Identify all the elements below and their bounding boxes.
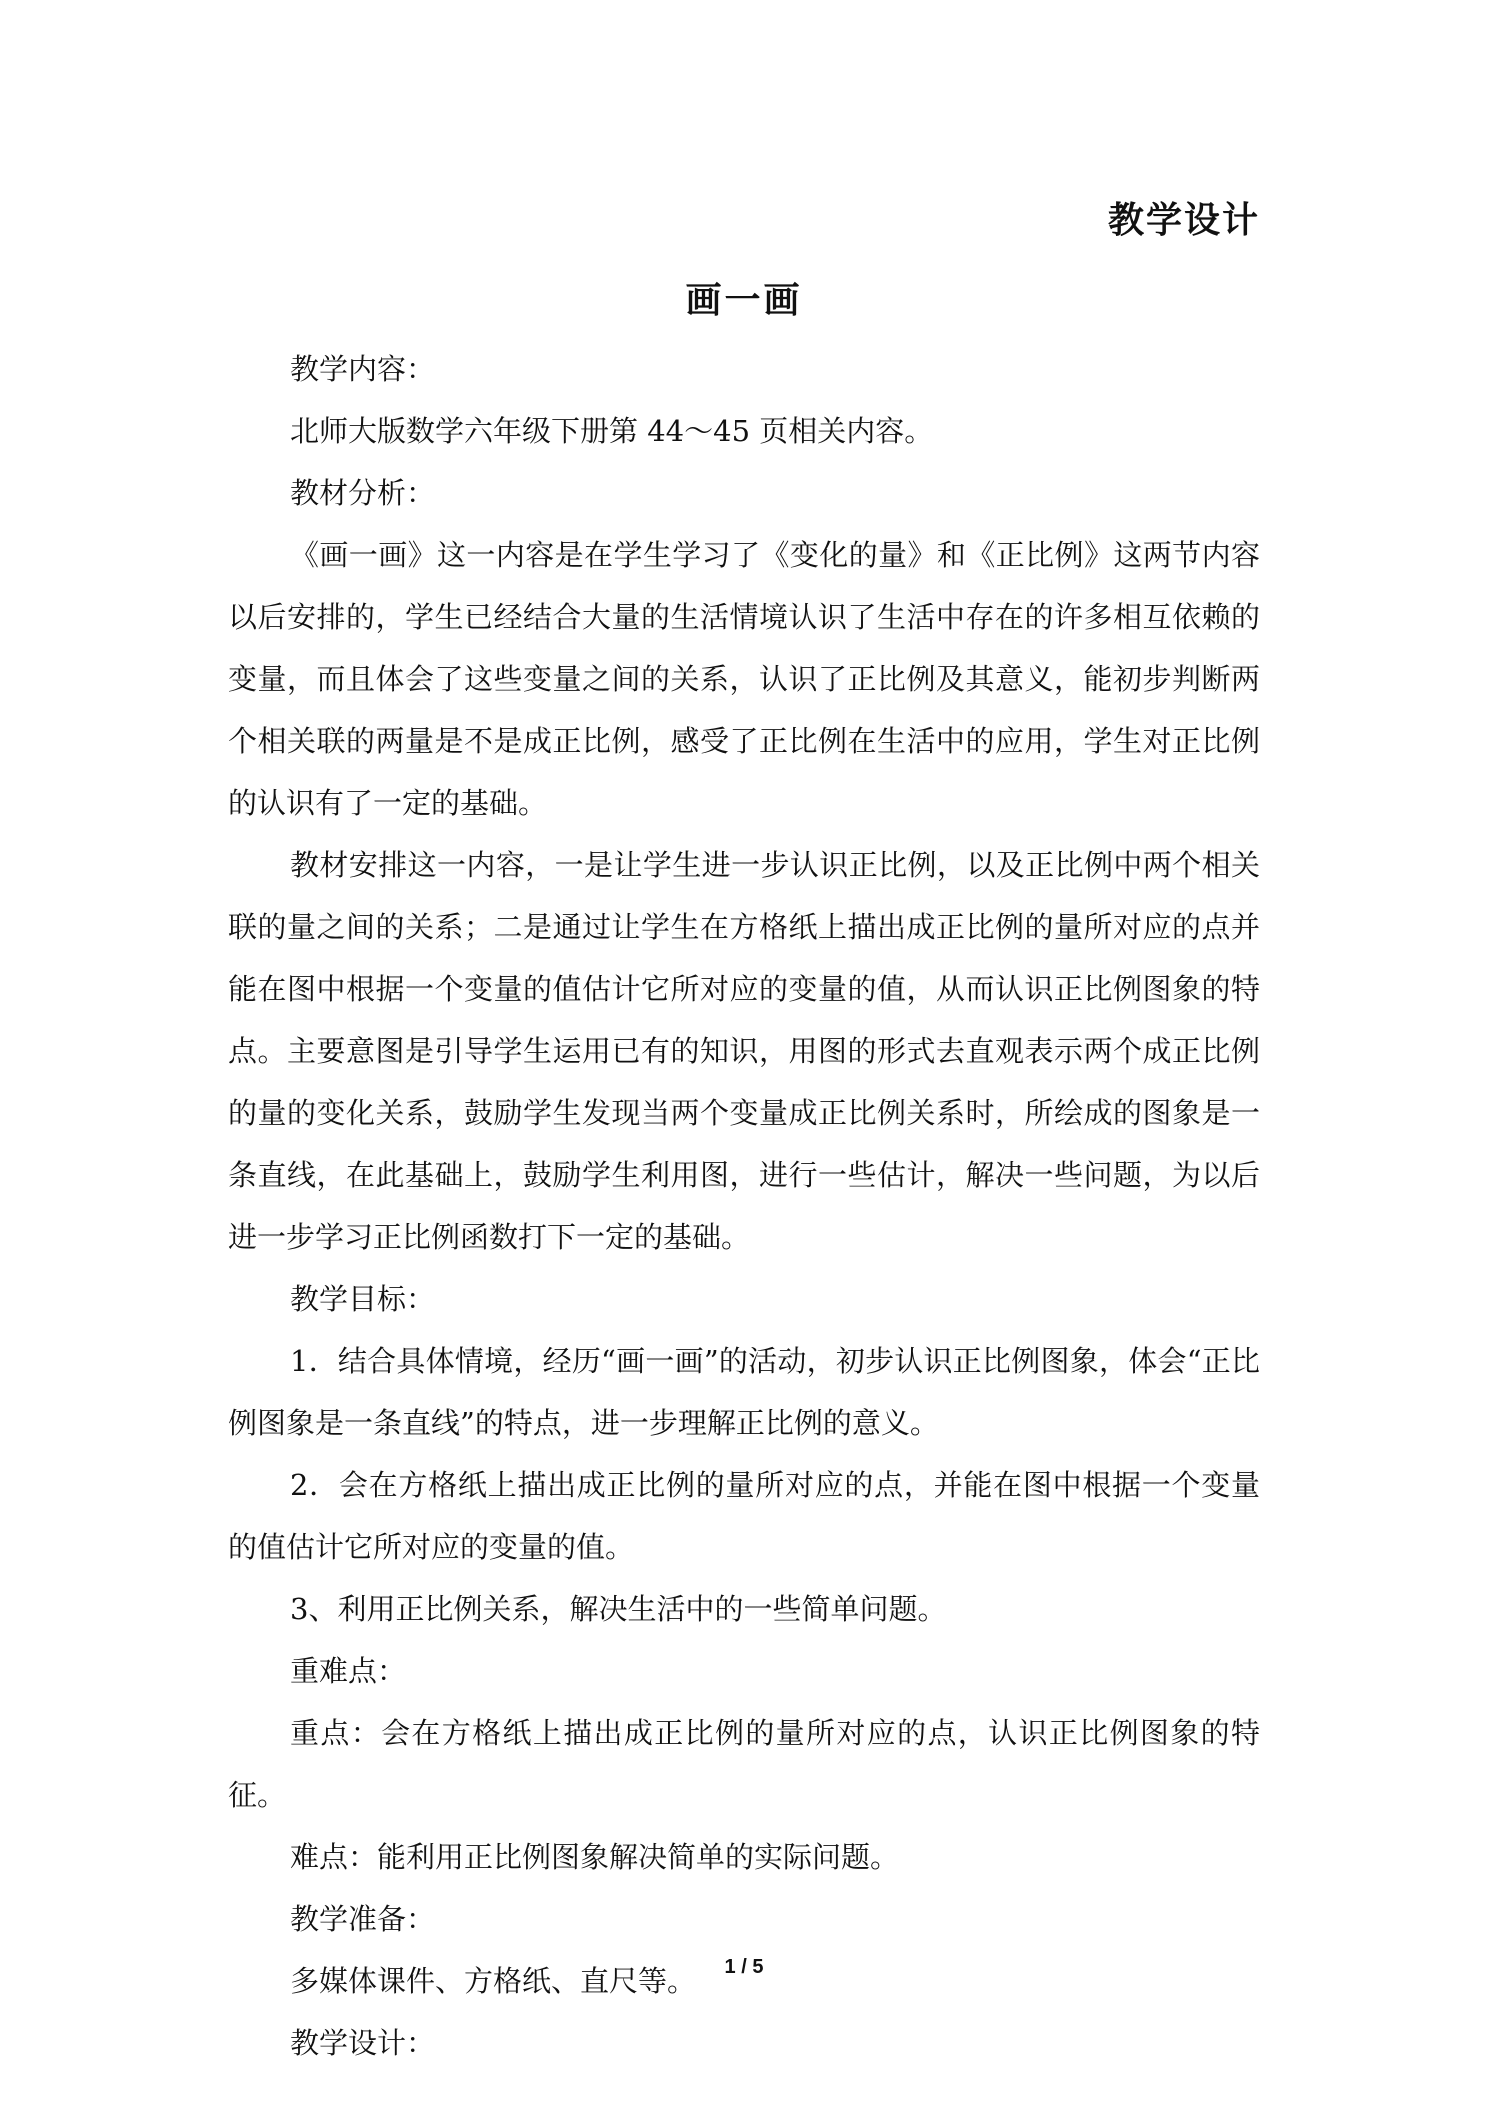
paragraph: 1．结合具体情境，经历“画一画”的活动，初步认识正比例图象，体会“正比例图象是一条直线”的特点，进一步理解正比例的意义。 xyxy=(228,1344,1260,1440)
paragraph: 北师大版数学六年级下册第 44～45 页相关内容。 xyxy=(290,414,934,448)
paragraph: 重点：会在方格纸上描出成正比例的量所对应的点，认识正比例图象的特征。 xyxy=(228,1716,1260,1812)
paragraph: 3、利用正比例关系，解决生活中的一些简单问题。 xyxy=(290,1592,947,1626)
section-heading-preparation: 教学准备： xyxy=(290,1902,436,1936)
section-heading-analysis: 教材分析： xyxy=(290,476,436,510)
document-body xyxy=(228,338,1260,2074)
paragraph: 教材安排这一内容，一是让学生进一步认识正比例，以及正比例中两个相关联的量之间的关系；二是通过让学生在方格纸上描出成正比例的量所对应的点并能在图中根据一个变量的值估计它所对应的变量的值，从而认识正比例图象的特点。主要意图是引导学生运用已有的知识，用图的形式去直观表示两个成正比例的量的变化关系，鼓励学生发现当两个变量成正比例关系时，所绘成的图象是一条直线，在此基础上，鼓励学生利用图，进行一些估计，解决一些问题，为以后进一步学习正比例函数打下一定的基础。 xyxy=(228,848,1260,1254)
paragraph: 2．会在方格纸上描出成正比例的量所对应的点，并能在图中根据一个变量的值估计它所对应的变量的值。 xyxy=(228,1468,1260,1564)
header-title: 教学设计 xyxy=(1107,200,1260,241)
section-heading-content: 教学内容： xyxy=(290,352,436,386)
page-number: 1 / 5 xyxy=(724,1956,764,1978)
document-title: 画一画 xyxy=(685,280,803,321)
paragraph: 多媒体课件、方格纸、直尺等。 xyxy=(290,1964,697,1998)
paragraph: 《画一画》这一内容是在学生学习了《变化的量》和《正比例》这两节内容以后安排的，学生已经结合大量的生活情境认识了生活中存在的许多相互依赖的变量，而且体会了这些变量之间的关系，认识了正比例及其意义，能初步判断两个相关联的两量是不是成正比例，感受了正比例在生活中的应用，学生对正比例的认识有了一定的基础。 xyxy=(228,538,1260,820)
section-heading-objectives: 教学目标： xyxy=(290,1282,436,1316)
section-heading-key-points: 重难点： xyxy=(290,1654,407,1688)
paragraph: 难点：能利用正比例图象解决简单的实际问题。 xyxy=(290,1840,900,1874)
section-heading-design: 教学设计： xyxy=(290,2026,436,2060)
